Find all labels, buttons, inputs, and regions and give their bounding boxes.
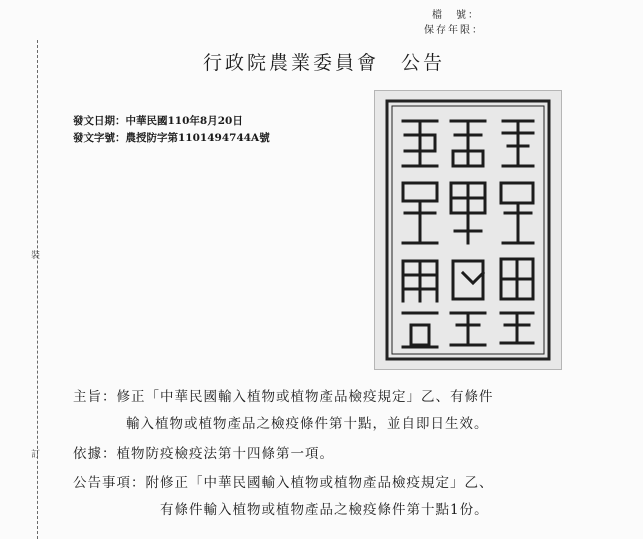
issue-date: 發文日期：中華民國110年8月20日 <box>73 115 243 127</box>
agency-name: 行政院農業委員會 <box>203 52 380 74</box>
binding-line <box>37 40 38 539</box>
retention-label: 保存年限： <box>424 25 484 36</box>
page-title <box>203 48 445 75</box>
issue-number: 發文字號：農授防字第1101494744A號 <box>73 132 270 144</box>
binding-mark-bottom: 訂 <box>31 450 41 460</box>
announcement-line-1: 公告事項：附修正「中華民國輸入植物或植物產品檢疫規定」乙、 <box>73 475 494 491</box>
official-seal-icon <box>374 90 562 370</box>
basis-line: 依據：植物防疫檢疫法第十四條第一項。 <box>73 446 334 462</box>
file-number-label: 檔 號： <box>432 10 480 21</box>
document-type: 公告 <box>401 52 446 74</box>
subject-line-1: 主旨：修正「中華民國輸入植物或植物產品檢疫規定」乙、有條件 <box>73 389 494 405</box>
announcement-line-2: 有條件輸入植物或植物產品之檢疫條件第十點1份。 <box>160 502 489 518</box>
subject-line-2: 輸入植物或植物產品之檢疫條件第十點，並自即日生效。 <box>126 416 489 432</box>
binding-mark-top: 裝 <box>31 251 41 261</box>
